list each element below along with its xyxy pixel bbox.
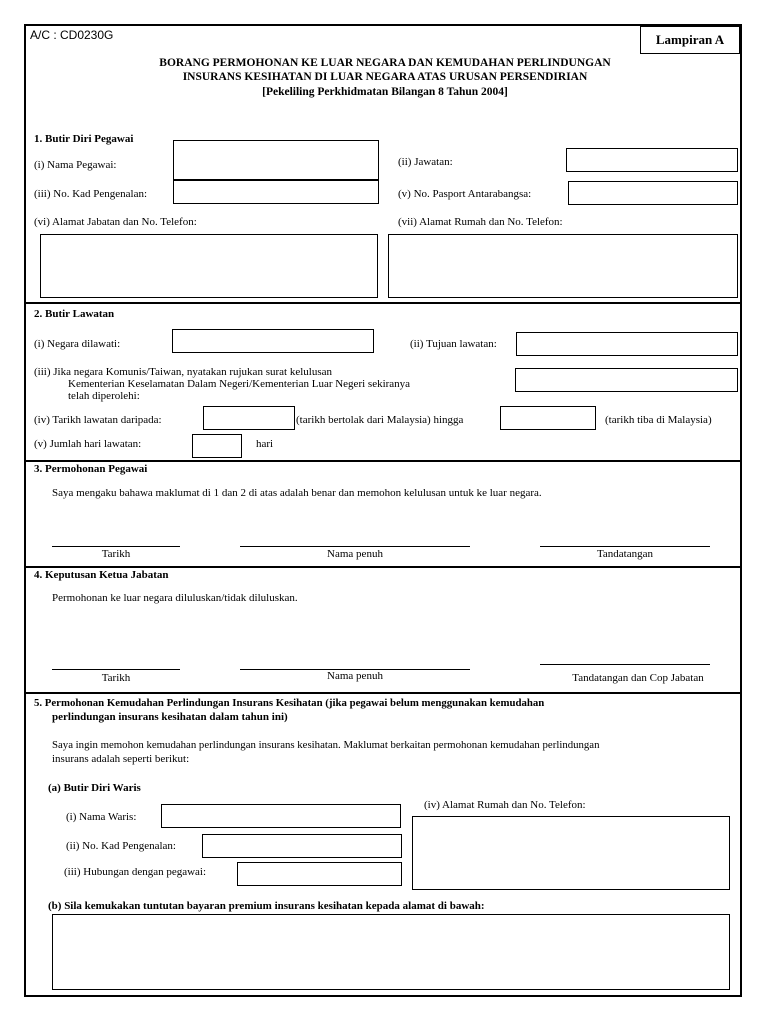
alamat-jabatan-field[interactable] [40, 234, 378, 298]
tandatangan-cop-signature-line[interactable] [540, 664, 710, 665]
form-page [24, 24, 742, 997]
section3-statement: Saya mengaku bahawa maklumat di 1 dan 2 di atas adalah benar dan memohon kelulusan untuk ke luar negara. [52, 487, 542, 499]
tarikh-tiba-field[interactable] [500, 406, 596, 430]
nama-penuh-signature-line[interactable] [240, 546, 470, 547]
negara-label: (i) Negara dilawati: [34, 338, 121, 350]
alamat-rumah-field[interactable] [388, 234, 738, 298]
tarikh-lawatan-label: (iv) Tarikh lawatan daripada: [34, 414, 162, 426]
negara-field[interactable] [172, 329, 374, 353]
komunis-label-line1: (iii) Jika negara Komunis/Taiwan, nyatakan rujukan surat kelulusan [34, 366, 332, 378]
lampiran-label: Lampiran A [640, 26, 740, 54]
kad-pengenalan-label: (iii) No. Kad Pengenalan: [34, 188, 148, 200]
section5-statement-line2: insurans adalah seperti berikut: [52, 753, 190, 765]
nama-waris-label: (i) Nama Waris: [66, 811, 137, 823]
divider [26, 460, 740, 462]
tujuan-label: (ii) Tujuan lawatan: [410, 338, 497, 350]
section4-heading: 4. Keputusan Ketua Jabatan [34, 569, 169, 581]
section5-heading-line2: perlindungan insurans kesihatan dalam tahun ini) [52, 711, 288, 723]
pasport-label: (v) No. Pasport Antarabangsa: [398, 188, 532, 200]
alamat-rumah-label: (vii) Alamat Rumah dan No. Telefon: [398, 216, 563, 228]
tarikh-caption: Tarikh [101, 672, 131, 684]
komunis-label-line2: Kementerian Keselamatan Dalam Negeri/Kementerian Luar Negeri sekiranya [68, 378, 411, 390]
tandatangan-signature-line[interactable] [540, 546, 710, 547]
nama-waris-field[interactable] [161, 804, 401, 828]
nama-penuh-caption: Nama penuh [327, 670, 383, 682]
komunis-label-line3: telah diperolehi: [68, 390, 140, 402]
section1-heading: 1. Butir Diri Pegawai [34, 133, 134, 145]
form-title-line1: BORANG PERMOHONAN KE LUAR NEGARA DAN KEMUDAHAN PERLINDUNGAN [159, 57, 611, 69]
section5-statement-line1: Saya ingin memohon kemudahan perlindungan insurans kesihatan. Maklumat berkaitan permohonan kemudahan perlindungan [52, 739, 600, 751]
jumlah-hari-field[interactable] [192, 434, 242, 458]
tandatangan-caption: Tandatangan [596, 548, 654, 560]
tarikh-caption: Tarikh [101, 548, 131, 560]
tujuan-field[interactable] [516, 332, 738, 356]
alamat-waris-label: (iv) Alamat Rumah dan No. Telefon: [424, 799, 586, 811]
kad-pengenalan-field[interactable] [173, 180, 379, 204]
nama-pegawai-label: (i) Nama Pegawai: [34, 159, 117, 171]
pasport-field[interactable] [568, 181, 738, 205]
alamat-tuntutan-field[interactable] [52, 914, 730, 990]
tandatangan-cop-caption: Tandatangan dan Cop Jabatan [572, 672, 704, 684]
form-title-line3: [Pekeliling Perkhidmatan Bilangan 8 Tahun 2004] [262, 86, 508, 98]
jumlah-hari-label: (v) Jumlah hari lawatan: [34, 438, 142, 450]
kad-waris-field[interactable] [202, 834, 402, 858]
nama-penuh-caption: Nama penuh [327, 548, 383, 560]
butir-waris-heading: (a) Butir Diri Waris [48, 782, 141, 794]
alamat-waris-field[interactable] [412, 816, 730, 890]
form-title-line2: INSURANS KESIHATAN DI LUAR NEGARA ATAS URUSAN PERSENDIRIAN [182, 71, 588, 83]
divider [26, 302, 740, 304]
hubungan-label: (iii) Hubungan dengan pegawai: [64, 866, 207, 878]
hubungan-field[interactable] [237, 862, 402, 886]
rujukan-surat-field[interactable] [515, 368, 738, 392]
jawatan-field[interactable] [566, 148, 738, 172]
kad-waris-label: (ii) No. Kad Pengenalan: [66, 840, 176, 852]
tarikh-bertolak-field[interactable] [203, 406, 295, 430]
jawatan-label: (ii) Jawatan: [398, 156, 453, 168]
tarikh-signature-line[interactable] [52, 669, 180, 670]
tarikh-signature-line[interactable] [52, 546, 180, 547]
alamat-jabatan-label: (vi) Alamat Jabatan dan No. Telefon: [34, 216, 197, 228]
divider [26, 566, 740, 568]
tiba-label: (tarikh tiba di Malaysia) [605, 414, 712, 426]
section4-statement: Permohonan ke luar negara diluluskan/tidak diluluskan. [52, 592, 298, 604]
tuntutan-label: (b) Sila kemukakan tuntutan bayaran premium insurans kesihatan kepada alamat di bawah: [48, 900, 485, 912]
section2-heading: 2. Butir Lawatan [34, 308, 115, 320]
reference-code: A/C : CD0230G [30, 28, 114, 42]
section3-heading: 3. Permohonan Pegawai [34, 463, 148, 475]
nama-pegawai-field[interactable] [173, 140, 379, 180]
section5-heading-line1: 5. Permohonan Kemudahan Perlindungan Insurans Kesihatan (jika pegawai belum menggunakan kemudahan [34, 697, 545, 709]
hari-label: hari [256, 438, 274, 450]
bertolak-label: (tarikh bertolak dari Malaysia) hingga [296, 414, 464, 426]
divider [26, 692, 740, 694]
